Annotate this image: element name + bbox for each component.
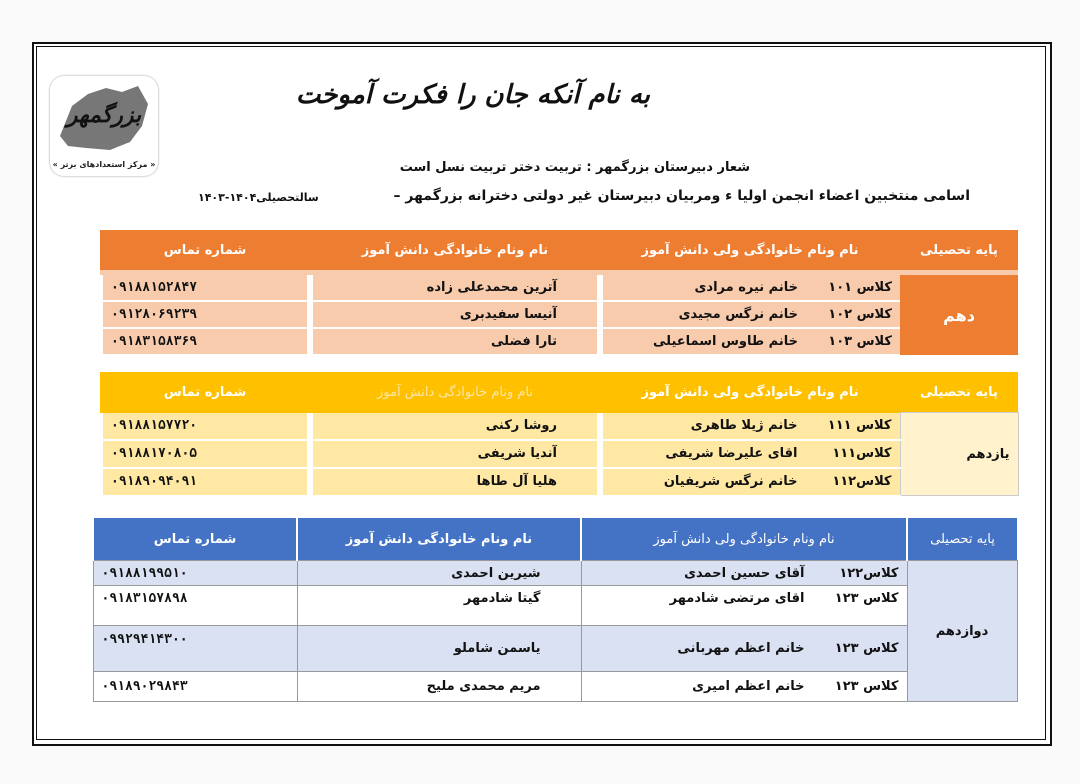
grade-cell: یازدهم (900, 413, 1018, 496)
school-logo (50, 76, 158, 176)
logo-emblem (50, 76, 158, 160)
table-header-row (93, 518, 1017, 561)
phone-cell: ۰۹۱۸۸۱۵۲۸۴۷ (100, 275, 310, 301)
grade-cell: دهم (900, 275, 1018, 355)
parent-name: آقای حسین احمدی (684, 565, 805, 581)
page-title: به نام آنکه جان را فکرت آموخت (295, 80, 650, 110)
class-label: کلاس ۱۲۳ (834, 641, 899, 656)
phone-cell: ۰۹۱۸۸۱۹۹۵۱۰ (93, 561, 297, 586)
student-cell: گیتا شادمهر (297, 586, 581, 626)
student-cell: یاسمن شاملو (297, 626, 581, 672)
phone-header: شماره تماس (100, 372, 310, 413)
class-label: کلاس ۱۲۳ (834, 679, 899, 694)
table-row (100, 275, 1018, 301)
school-slogan: شعار دبیرستان بزرگمهر : تربیت دختر تربیت نسل است (399, 160, 750, 175)
parent-name: خانم اعظم مهربانی (677, 641, 805, 656)
table-header-row (100, 230, 1018, 270)
student-cell: روشا رکنی (310, 413, 600, 440)
table-row (93, 561, 1017, 586)
grade-11-table (97, 372, 1019, 497)
phone-cell: ۰۹۱۸۸۱۷۰۸۰۵ (100, 440, 310, 468)
student-header: نام ونام خانوادگی دانش آموز (310, 372, 600, 413)
parent-cell (600, 328, 900, 355)
parent-cell (581, 626, 907, 672)
phone-cell: ۰۹۱۸۸۱۵۷۷۲۰ (100, 413, 310, 440)
class-label: کلاس ۱۲۳ (834, 591, 899, 606)
parent-header: نام ونام خانوادگی ولی دانش آموز (581, 518, 907, 561)
grade-10-table (97, 230, 1018, 356)
student-header: نام ونام خانوادگی دانش آموز (310, 230, 600, 270)
parent-cell (600, 413, 900, 440)
parent-cell (581, 672, 907, 702)
parent-cell (600, 440, 900, 468)
phone-header: شماره تماس (93, 518, 297, 561)
class-label: کلاس۱۱۲ (832, 474, 892, 489)
parent-cell (581, 586, 907, 626)
parent-name: خانم نرگس شریفیان (663, 474, 798, 489)
parent-cell (600, 468, 900, 496)
table-row (100, 301, 1018, 328)
student-cell: آندیا شریفی (310, 440, 600, 468)
parent-name: خانم طاوس اسماعیلی (652, 334, 798, 349)
class-label: کلاس۱۱۱ (832, 446, 892, 461)
phone-cell: ۰۹۱۲۸۰۶۹۲۳۹ (100, 301, 310, 328)
student-header: نام ونام خانوادگی دانش آموز (297, 518, 581, 561)
parent-name: اقای علیرضا شریفی (665, 446, 798, 461)
parent-name: خانم نرگس مجیدی (678, 307, 798, 322)
grade-12-table (92, 518, 1018, 702)
phone-cell: ۰۹۱۸۹۰۲۹۸۴۳ (93, 672, 297, 702)
student-cell: آترین محمدعلی زاده (310, 275, 600, 301)
class-label: کلاس ۱۰۳ (828, 334, 892, 349)
parent-cell (581, 561, 907, 586)
table-row (93, 672, 1017, 702)
grade-header: پایه تحصیلی (900, 230, 1018, 270)
grade-header: پایه تحصیلی (900, 372, 1018, 413)
academic-year: سالتحصیلی۱۴۰۴-۱۴۰۳ (198, 191, 319, 204)
class-label: کلاس ۱۰۲ (828, 307, 892, 322)
logo-caption: « مرکز استعدادهای برتر » (52, 160, 156, 169)
document-subtitle: اسامی منتخبین اعضاء انجمن اولیا ء ومربیان دبیرستان غیر دولتی دخترانه بزرگمهر – (393, 188, 970, 204)
parent-cell (600, 275, 900, 301)
class-label: کلاس ۱۰۱ (828, 280, 892, 295)
phone-cell: ۰۹۹۲۹۴۱۴۳۰۰ (93, 626, 297, 672)
logo-wordmark: بزرگمهر (66, 102, 142, 128)
student-cell: تارا فضلی (310, 328, 600, 355)
parent-name: خانم ژیلا طاهری (690, 418, 798, 433)
parent-header: نام ونام خانوادگی ولی دانش آموز (600, 230, 900, 270)
table-row (93, 626, 1017, 672)
table-row (100, 468, 1018, 496)
grade-header: پایه تحصیلی (907, 518, 1017, 561)
phone-cell: ۰۹۱۸۹۰۹۴۰۹۱ (100, 468, 310, 496)
parent-name: اقای مرتضی شادمهر (669, 591, 805, 606)
table-header-row (100, 372, 1018, 413)
parent-cell (600, 301, 900, 328)
phone-cell: ۰۹۱۸۳۱۵۸۳۶۹ (100, 328, 310, 355)
phone-header: شماره تماس (100, 230, 310, 270)
table-row (100, 413, 1018, 440)
table-row (100, 328, 1018, 355)
parent-header: نام ونام خانوادگی ولی دانش آموز (600, 372, 900, 413)
table-row (100, 440, 1018, 468)
class-label: کلاس ۱۱۱ (827, 418, 892, 433)
student-cell: آنیسا سفیدبری (310, 301, 600, 328)
parent-name: خانم نیره مرادی (694, 280, 798, 295)
grade-cell: دوازدهم (907, 561, 1017, 702)
parent-name: خانم اعظم امیری (692, 679, 805, 694)
student-cell: شیرین احمدی (297, 561, 581, 586)
table-row (93, 586, 1017, 626)
phone-cell: ۰۹۱۸۳۱۵۷۸۹۸ (93, 586, 297, 626)
class-label: کلاس۱۲۲ (839, 565, 899, 581)
student-cell: مریم محمدی ملیح (297, 672, 581, 702)
student-cell: هلیا آل طاها (310, 468, 600, 496)
